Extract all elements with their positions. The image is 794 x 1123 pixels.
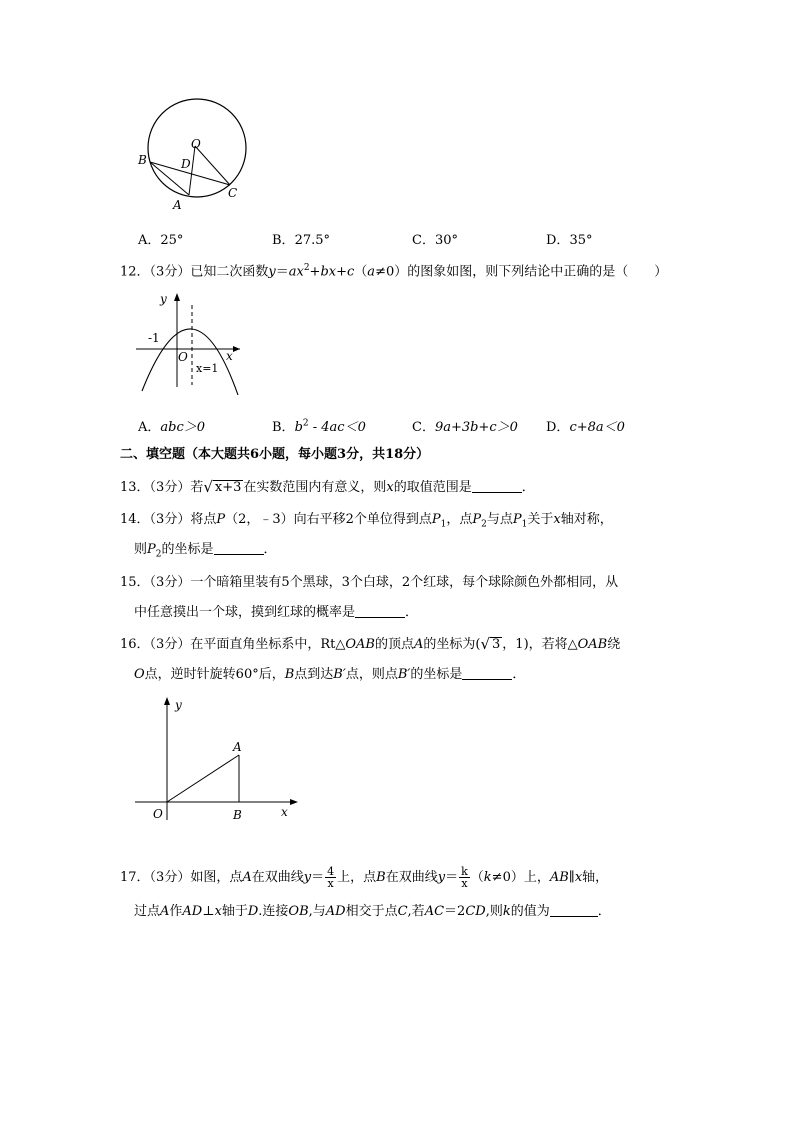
label-O: O (191, 137, 201, 151)
math-sub: 1 (521, 519, 528, 530)
stem-text: 的坐标为 (423, 637, 476, 652)
segment-OA (167, 755, 239, 802)
math-var: O (134, 667, 145, 682)
x-axis-arrow (233, 346, 240, 352)
math-sub: 1 (440, 519, 447, 530)
q11-option-b[interactable] (272, 229, 330, 248)
math-op: （ (470, 870, 484, 885)
q16-triangle-figure (135, 692, 305, 827)
stem-text: ． (405, 605, 419, 620)
math-var: B′ (397, 667, 411, 682)
math-var: k (483, 870, 492, 885)
stem-text: 在平面直角坐标系中，Rt△ (190, 637, 346, 652)
stem-text: 一个暗箱里装有5个黑球，3个白球，2个红球，每个球除颜色外都相同，从 (190, 575, 619, 590)
option-letter: C． (412, 233, 435, 248)
math-var: y (303, 870, 312, 885)
q14-stem-line2 (134, 541, 277, 564)
label-B: B (138, 153, 147, 167)
q13-stem (120, 478, 535, 497)
stem-text: ，若将△ (528, 637, 578, 652)
math-var: AB (549, 870, 569, 885)
math-op: ＝ (275, 264, 289, 280)
stem-text: ,若 (407, 904, 425, 919)
option-letter: D． (546, 420, 570, 435)
math-var: OAB (577, 637, 608, 652)
stem-text: ,则 (485, 904, 503, 919)
option-letter: B． (272, 233, 295, 248)
stem-text: 轴于 (221, 904, 248, 919)
label-D: D (181, 157, 191, 171)
math-var: OB (288, 904, 309, 919)
stem-text: 与点 (486, 512, 513, 527)
question-score: （3分） (149, 480, 191, 495)
math-var: x (553, 512, 561, 527)
math-var: +bx+c (309, 264, 355, 280)
label-O: O (153, 807, 163, 821)
q16-stem-line1 (120, 635, 620, 654)
stem-text: ，点 (446, 512, 473, 527)
math-op: ∥ (568, 870, 575, 885)
stem-text: ． (597, 904, 611, 919)
math-var: A (160, 904, 170, 919)
label-minus-1: -1 (148, 331, 160, 345)
q16-stem-line2 (134, 666, 525, 684)
math-var: A (413, 637, 424, 652)
option-exp: 2 (302, 418, 309, 429)
answer-blank[interactable] (462, 667, 512, 680)
q12-option-a[interactable] (138, 416, 205, 435)
q12-option-c[interactable] (412, 416, 518, 435)
math-var: A (242, 870, 252, 885)
stem-text: 绕 (607, 637, 621, 652)
math-var: P (147, 542, 156, 557)
answer-blank[interactable] (472, 480, 522, 493)
option-text: b (294, 420, 303, 435)
fraction-denominator: x (461, 877, 468, 890)
option-text: c+8a＜0 (569, 420, 625, 435)
answer-blank[interactable] (550, 904, 598, 917)
label-C: C (228, 186, 238, 200)
y-axis-arrow (164, 697, 170, 705)
math-op: ≠0） (375, 264, 408, 280)
stem-text: 中任意摸出一个球，摸到红球的概率是 (134, 605, 356, 620)
stem-text: ＝2 (444, 904, 466, 919)
math-var: ax (288, 264, 304, 280)
label-A: A (233, 740, 242, 754)
question-score: （3分） (149, 870, 191, 885)
math-var: y (268, 264, 276, 280)
fraction-k-over-x (459, 866, 470, 889)
q11-option-d[interactable] (546, 229, 592, 248)
stem-text: 向右平移2个单位得到点 (293, 512, 432, 527)
question-number: 16． (120, 637, 150, 652)
math-sub: 2 (481, 519, 487, 530)
stem-text: 的坐标是 (410, 667, 463, 682)
q15-stem-line2 (134, 604, 418, 622)
math-var: AD (182, 904, 203, 919)
math-radicand: 3 (492, 637, 501, 652)
stem-text: 若 (190, 480, 204, 495)
math-coords: （2，﹣3） (225, 512, 294, 527)
stem-text: ． (263, 542, 277, 557)
math-var: P (216, 512, 226, 527)
x-axis-arrow (290, 799, 298, 805)
q11-circle-figure (130, 95, 255, 215)
math-exp: 2 (303, 263, 310, 273)
stem-text: 上，点 (337, 870, 377, 885)
option-text: - 4ac＜0 (308, 420, 366, 435)
label-A: A (173, 198, 182, 212)
question-number: 12． (120, 264, 150, 280)
math-var: C (397, 904, 408, 919)
math-op: （ (354, 264, 368, 280)
fraction-numerator: 4 (327, 865, 335, 878)
q14-stem-line1 (120, 511, 613, 534)
math-op: ，1) (502, 637, 529, 652)
q11-option-c[interactable] (412, 229, 458, 248)
math-var: P (512, 512, 522, 527)
sqrt-icon: √ (480, 635, 491, 653)
question-number: 17． (120, 870, 150, 885)
q17-stem-line2 (134, 903, 611, 921)
option-text: abc＞0 (160, 420, 206, 435)
option-letter: A． (138, 233, 161, 248)
math-sub: 2 (155, 549, 162, 560)
option-letter: A． (138, 420, 161, 435)
sqrt-icon: √ (203, 478, 213, 496)
math-var: a (367, 264, 376, 280)
stem-text: 的图象如图，则下列结论中正确的是（ ） (407, 264, 668, 280)
stem-text: 点，则点 (345, 667, 398, 682)
option-text: 9a+3b+c＞0 (434, 420, 518, 435)
stem-text: 的值为 (510, 904, 550, 919)
option-text: 35° (569, 233, 593, 248)
math-var: AC (424, 904, 445, 919)
question-number: 14． (120, 512, 150, 527)
stem-text: 关于 (527, 512, 554, 527)
stem-text: 的坐标是 (161, 542, 214, 557)
option-text: 25° (160, 233, 184, 248)
stem-text: 的顶点 (374, 637, 414, 652)
math-var: x (214, 904, 222, 919)
question-score: （3分） (149, 637, 191, 652)
math-var: CD (465, 904, 486, 919)
answer-blank[interactable] (214, 542, 264, 555)
label-x-eq-1: x=1 (196, 362, 219, 375)
q12-parabola-figure (132, 285, 250, 395)
label-y: y (160, 292, 167, 306)
math-var: y (437, 870, 446, 885)
stem-text: 在双曲线 (385, 870, 438, 885)
math-var: B (284, 667, 295, 682)
q12-option-d[interactable] (546, 416, 625, 435)
stem-text: 点，逆时针旋转60°后， (144, 667, 285, 682)
math-op: ⊥ (202, 904, 215, 919)
stem-text: 在实数范围内有意义，则 (243, 480, 387, 495)
math-var: OAB (345, 637, 375, 652)
label-B: B (233, 808, 242, 822)
option-text: 30° (434, 233, 458, 248)
question-number: 15． (120, 575, 150, 590)
math-var: B′ (333, 667, 346, 682)
label-x: x (281, 805, 288, 819)
math-var: P (431, 512, 441, 527)
stem-text: 轴对称， (560, 512, 613, 527)
stem-text: 过点 (134, 904, 161, 919)
stem-text: 相交于点 (345, 904, 398, 919)
q17-stem-line1 (120, 866, 608, 890)
y-axis-arrow (174, 293, 180, 301)
label-O: O (178, 350, 188, 364)
math-op: ( (475, 637, 481, 652)
math-var: D (247, 904, 259, 919)
question-score: （3分） (149, 512, 191, 527)
option-text: 27.5° (294, 233, 331, 248)
fraction-4-over-x (325, 866, 336, 889)
stem-text: 轴， (582, 870, 609, 885)
question-score: （3分） (149, 264, 191, 280)
stem-text: ,与 (308, 904, 326, 919)
stem-text: 将点 (190, 512, 217, 527)
fraction-denominator: x (327, 877, 334, 890)
stem-text: 作 (169, 904, 183, 919)
stem-text: 如图，点 (190, 870, 243, 885)
section-heading: 二、填空题（本大题共6小题，每小题3分，共18分） (120, 447, 430, 462)
stem-text: ． (512, 667, 526, 682)
math-var: P (472, 512, 482, 527)
stem-text: ． (521, 480, 535, 495)
option-letter: B． (272, 420, 295, 435)
q15-stem-line1 (120, 574, 618, 592)
question-number: 13． (120, 480, 150, 495)
option-letter: C． (412, 420, 435, 435)
question-score: （3分） (149, 575, 191, 590)
math-var: k (502, 904, 511, 919)
stem-text: ≠0）上， (491, 870, 550, 885)
answer-blank[interactable] (355, 605, 405, 618)
math-radicand: x+3 (214, 480, 242, 495)
stem-text: 已知二次函数 (190, 264, 269, 280)
q12-stem (120, 259, 667, 281)
math-var: AD (325, 904, 346, 919)
option-letter: D． (546, 233, 570, 248)
math-var: B (376, 870, 386, 885)
fraction-numerator: k (461, 865, 468, 878)
q11-option-a[interactable] (138, 229, 183, 248)
stem-text: 的取值范围是 (393, 480, 472, 495)
math-op: ＝ (311, 870, 325, 885)
math-var: x (386, 480, 394, 495)
stem-text: 则 (134, 542, 148, 557)
stem-text: 在双曲线 (251, 870, 304, 885)
stem-text: 点到达 (294, 667, 334, 682)
math-var: x (574, 870, 583, 885)
math-op: ＝ (445, 870, 459, 885)
label-x: x (226, 349, 233, 363)
segment-OC (195, 146, 230, 185)
stem-text: .连接 (258, 904, 289, 919)
q12-option-b[interactable] (272, 416, 366, 435)
label-y: y (175, 698, 182, 712)
